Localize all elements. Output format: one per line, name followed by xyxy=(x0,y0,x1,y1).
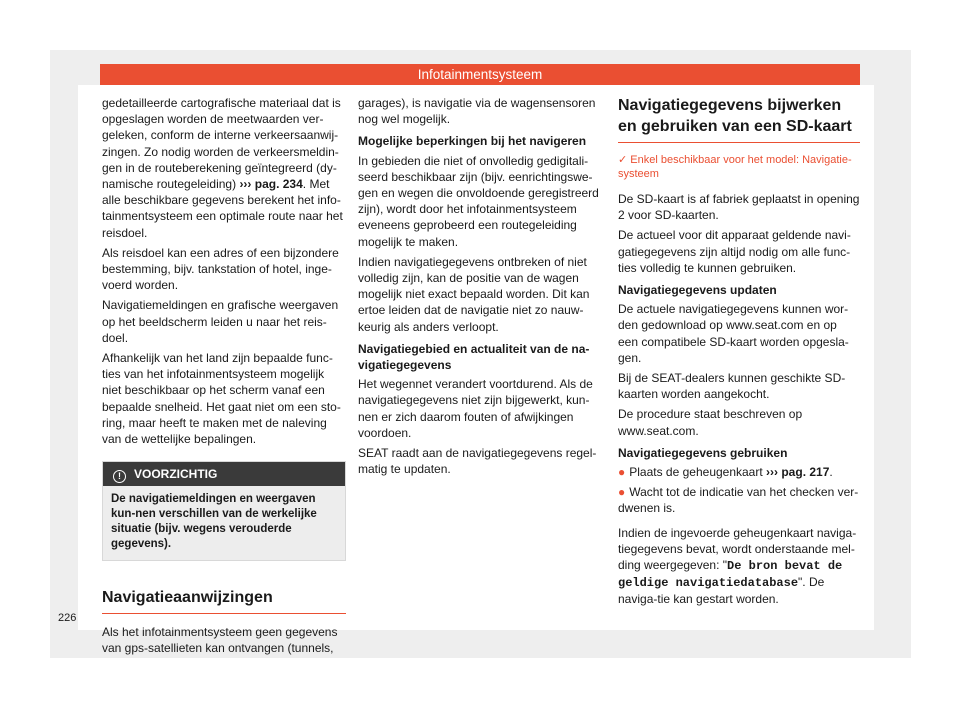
page-reference-link[interactable]: ››› pag. 234 xyxy=(239,177,303,192)
warning-header xyxy=(103,462,345,486)
paragraph: gedetailleerde cartografische materiaal dat is opgeslagen worden de meetwaarden ver-geleken, conform de interne verkeersaanwij-zingen. Zo nodig worden de verkeersmeldin-gen in de routeberekening geïntegreerd (dy-namische routegeleiding) ››› pag. 234. Met alle beschikbare gegevens berekent het info-tainmentsysteem een optimale route naar het reisdoel. xyxy=(102,96,343,240)
caution-icon: ! xyxy=(113,470,126,483)
paragraph: Het wegennet verandert voortdurend. Als de navigatiegegevens niet zijn bijgewerkt, kun-nen er zich daarom fouten of afwijkingen voordoen. xyxy=(358,377,593,440)
list-item: ● Plaats de geheugenkaart ››› pag. 217. xyxy=(618,465,833,480)
warning-box xyxy=(102,461,346,561)
column-left xyxy=(102,95,346,661)
chapter-title: Infotainmentsysteem xyxy=(417,67,543,82)
check-icon: ✓ xyxy=(618,154,628,166)
page-number: 226 xyxy=(58,612,77,624)
paragraph: garages), is navigatie via de wagensensoren nog wel mogelijk. xyxy=(358,96,596,127)
section-heading: Navigatieaanwijzingen xyxy=(102,587,346,614)
message-code: De bron bevat de geldige navigatiedatabase xyxy=(618,559,843,591)
warning-text: De navigatiemeldingen en weergaven kun-nen verschillen van de werkelijke situatie (bijv. wegens verouderde gegevens). xyxy=(111,493,317,551)
column-middle xyxy=(358,95,602,481)
bullet-icon: ● xyxy=(618,485,626,500)
paragraph: In gebieden die niet of onvolledig gedigitali-seerd beschikbaar zijn (bijv. eenrichtingswe-gen en wegen die onvoldoende geregistreerd zijn), wordt door het infotainmentsysteem eveneens geprobeerd een routegeleiding mogelijk te maken. xyxy=(358,153,599,249)
paragraph: Bij de SEAT-dealers kunnen geschikte SD-kaarten worden aangekocht. xyxy=(618,371,846,402)
section-heading: Navigatiegegevens bijwerken en gebruiken van een SD-kaart xyxy=(618,95,860,143)
paragraph: Als het infotainmentsysteem geen gegevens van gps-satellieten kan ontvangen (tunnels, xyxy=(102,625,338,656)
subheading: Navigatiegegevens gebruiken xyxy=(618,445,788,460)
chapter-header xyxy=(100,64,860,85)
paragraph: Navigatiemeldingen en grafische weergaven op het beeldscherm leiden u naar het reis-doel. xyxy=(102,298,339,345)
column-right xyxy=(618,95,860,612)
bullet-icon: ● xyxy=(618,465,626,480)
paragraph: De procedure staat beschreven op www.seat.com. xyxy=(618,407,803,438)
page-content xyxy=(78,85,874,656)
paragraph: Indien de ingevoerde geheugenkaart naviga-tiegegevens bevat, wordt onderstaande mel-ding weergegeven: "De bron bevat de geldige navigatiedatabase". De naviga-tie kan gestart worden. xyxy=(618,525,857,607)
subheading: Mogelijke beperkingen bij het navigeren xyxy=(358,134,587,149)
page-reference-link[interactable]: ››› pag. 217 xyxy=(766,465,830,480)
paragraph: De actueel voor dit apparaat geldende navi-gatiegegevens zijn altijd nodig om alle func-ties volledig te kunnen gebruiken. xyxy=(618,228,851,275)
paragraph: Afhankelijk van het land zijn bepaalde func-ties van het infotainmentsysteem mogelijk niet beschikbaar op het scherm vanaf een bepaalde snelheid. Het gaat niet om een sto-ring, maar heeft te maken met de naleving van de wettelijke bepalingen. xyxy=(102,351,341,447)
paragraph: SEAT raadt aan de navigatiegegevens regel-matig te updaten. xyxy=(358,446,597,477)
model-note: ✓ Enkel beschikbaar voor het model: Navigatie-systeem xyxy=(618,154,852,180)
warning-title: VOORZICHTIG xyxy=(134,467,218,482)
list-item: ● Wacht tot de indicatie van het checken ver-dwenen is. xyxy=(618,485,859,516)
subheading: Navigatiegegevens updaten xyxy=(618,283,777,298)
paragraph: Indien navigatiegegevens ontbreken of niet volledig zijn, kan de positie van de wagen mogelijk niet exact bepaald worden. Dit kan ertoe leiden dat de navigatie niet zo nauw-keurig als anders verloopt. xyxy=(358,254,590,334)
paragraph: Als reisdoel kan een adres of een bijzondere bestemming, bijv. tankstation of hotel, inge-voerd worden. xyxy=(102,245,339,293)
paragraph: De SD-kaart is af fabriek geplaatst in opening 2 voor SD-kaarten. xyxy=(618,192,860,223)
paragraph: De actuele navigatiegegevens kunnen wor-den gedownload op www.seat.com en op een compatibele SD-kaart worden opgesla-gen. xyxy=(618,302,849,365)
subheading: Navigatiegebied en actualiteit van de na-vigatiegegevens xyxy=(358,341,590,373)
